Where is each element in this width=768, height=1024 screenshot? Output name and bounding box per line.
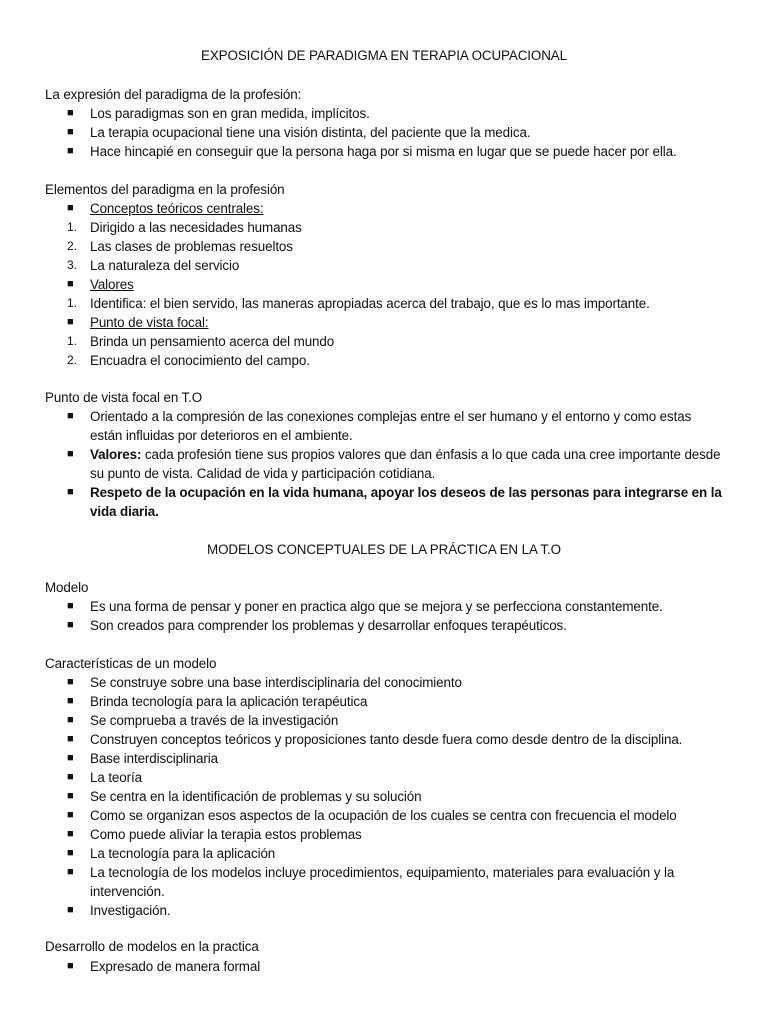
bullet-marker: ■ — [67, 904, 74, 916]
bullet-marker: ■ — [67, 600, 74, 612]
bullet-marker: ■ — [67, 278, 74, 290]
section-heading: Desarrollo de modelos en la practica — [45, 939, 259, 954]
list-item-text: Como se organizan esos aspectos de la ocupación de los cuales se centra con frecuencia el modelo — [90, 808, 677, 823]
number-marker: 1. — [67, 334, 77, 348]
list-item-text: La tecnología para la aplicación — [90, 846, 276, 861]
bullet-marker: ■ — [67, 107, 74, 119]
list-item-text: Se centra en la identificación de problemas y su solución — [90, 789, 422, 804]
number-marker: 1. — [67, 296, 77, 310]
bullet-marker: ■ — [67, 809, 74, 821]
list-item-text: Construyen conceptos teóricos y proposiciones tanto desde fuera como desde dentro de la disciplina. — [90, 732, 683, 747]
numbered-item-text: Brinda un pensamiento acerca del mundo — [90, 334, 335, 349]
list-item-text: La terapia ocupacional tiene una visión distinta, del paciente que la medica. — [90, 125, 531, 140]
list-item-text: Es una forma de pensar y poner en practica algo que se mejora y se perfecciona constantemente. — [90, 599, 663, 614]
list-item-text-rest: cada profesión tiene sus propios valores que dan énfasis a lo que cada una cree importante desde su punto de vista. Calidad de vida y participación cotidiana. — [90, 447, 721, 481]
bullet-marker: ■ — [67, 448, 74, 460]
list-item-text: Investigación. — [90, 903, 171, 918]
number-marker: 1. — [67, 220, 77, 234]
numbered-item-text: Las clases de problemas resueltos — [90, 239, 293, 254]
list-item-text: Expresado de manera formal — [90, 959, 261, 974]
bullet-marker: ■ — [67, 771, 74, 783]
subheading-punto-de-vista: Punto de vista focal: — [90, 315, 209, 330]
bullet-marker: ■ — [67, 202, 74, 214]
bullet-marker: ■ — [67, 695, 74, 707]
bullet-marker: ■ — [67, 316, 74, 328]
bullet-marker: ■ — [67, 790, 74, 802]
bullet-marker: ■ — [67, 960, 74, 972]
bullet-marker: ■ — [67, 410, 74, 422]
section-heading: Características de un modelo — [45, 656, 217, 671]
subheading-valores: Valores — [90, 277, 134, 292]
bullet-marker: ■ — [67, 752, 74, 764]
bullet-marker: ■ — [67, 619, 74, 631]
list-item-text: Respeto de la ocupación en la vida humana, apoyar los deseos de las personas para integrarse en la vida diaria. — [90, 485, 722, 519]
list-item-text: Orientado a la compresión de las conexiones complejas entre el ser humano y el entorno y como estas están influidas por deterioros en el ambiente. — [90, 409, 692, 443]
bullet-marker: ■ — [67, 866, 74, 878]
bullet-marker: ■ — [67, 145, 74, 157]
numbered-item-text: Dirigido a las necesidades humanas — [90, 220, 302, 235]
document-title: EXPOSICIÓN DE PARADIGMA EN TERAPIA OCUPACIONAL — [201, 48, 567, 63]
list-item-text — [90, 445, 722, 483]
list-item-text: La teoría — [90, 770, 142, 785]
bullet-marker: ■ — [67, 676, 74, 688]
number-marker: 2. — [67, 239, 77, 253]
list-item-text: Como puede aliviar la terapia estos problemas — [90, 827, 362, 842]
list-item-text: Los paradigmas son en gran medida, implícitos. — [90, 106, 370, 121]
bullet-marker: ■ — [67, 828, 74, 840]
list-item-text: Brinda tecnología para la aplicación terapéutica — [90, 694, 368, 709]
section-heading: Elementos del paradigma en la profesión — [45, 182, 285, 197]
numbered-item-text: Encuadra el conocimiento del campo. — [90, 353, 310, 368]
section-title: MODELOS CONCEPTUALES DE LA PRÁCTICA EN LA T.O — [207, 542, 561, 557]
section-heading: Punto de vista focal en T.O — [45, 390, 203, 405]
bullet-marker: ■ — [67, 126, 74, 138]
bullet-marker: ■ — [67, 733, 74, 745]
number-marker: 3. — [67, 258, 77, 272]
numbered-item-text: La naturaleza del servicio — [90, 258, 240, 273]
bullet-marker: ■ — [67, 847, 74, 859]
bold-label-valores: Valores: — [90, 447, 142, 462]
numbered-item-text: Identifica: el bien servido, las maneras apropiadas acerca del trabajo, que es lo mas importante. — [90, 296, 650, 311]
list-item-text: Son creados para comprender los problemas y desarrollar enfoques terapéuticos. — [90, 618, 567, 633]
number-marker: 2. — [67, 353, 77, 367]
section-heading: La expresión del paradigma de la profesión: — [45, 87, 302, 102]
list-item-text: La tecnología de los modelos incluye procedimientos, equipamiento, materiales para evaluación y la intervención. — [90, 865, 675, 899]
section-heading: Modelo — [45, 580, 89, 595]
list-item-text: Se construye sobre una base interdisciplinaria del conocimiento — [90, 675, 462, 690]
bullet-marker: ■ — [67, 486, 74, 498]
subheading-conceptos: Conceptos teóricos centrales: — [90, 201, 264, 216]
list-item-text: Se comprueba a través de la investigación — [90, 713, 339, 728]
bullet-marker: ■ — [67, 714, 74, 726]
list-item-text: Hace hincapié en conseguir que la persona haga por si misma en lugar que se puede hacer por ella. — [90, 144, 677, 159]
list-item-text: Base interdisciplinaria — [90, 751, 218, 766]
